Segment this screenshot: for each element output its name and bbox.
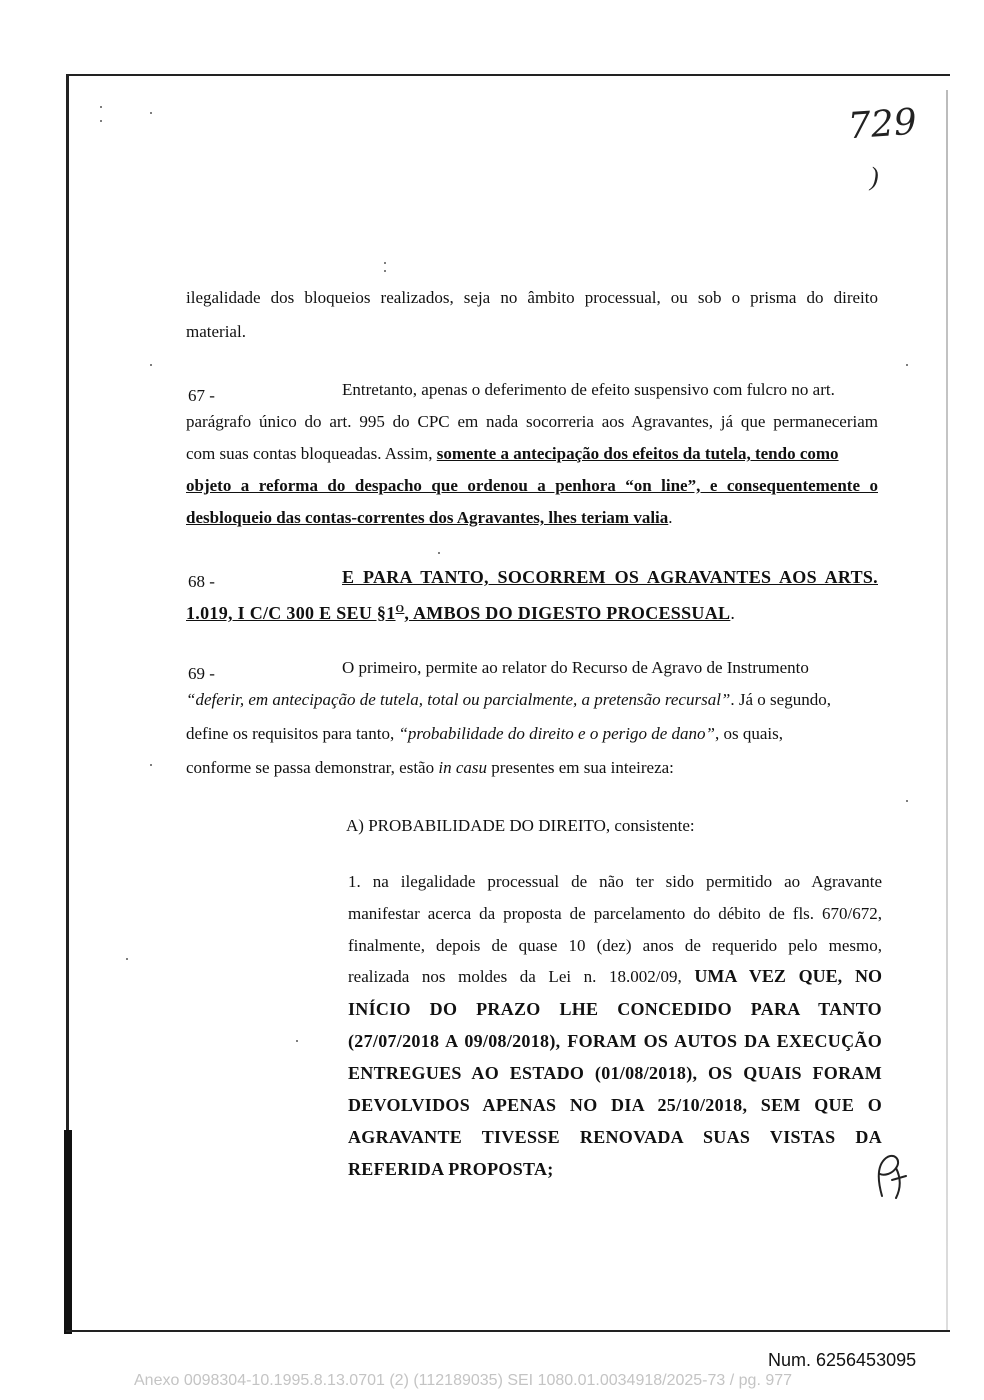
scan-speck bbox=[384, 270, 386, 272]
p69-line-3-b: , os quais, bbox=[715, 724, 783, 743]
p69-quote-2: “probabilidade do direito e o perigo de dano” bbox=[398, 724, 715, 743]
p67-line-3-plain: com suas contas bloqueadas. Assim, bbox=[186, 444, 433, 463]
annex-reference: Anexo 0098304-10.1995.8.13.0701 (2) (112189035) SEI 1080.01.0034918/2025-73 / pg. 977 bbox=[134, 1372, 793, 1389]
p69-line-4-a: conforme se passa demonstrar, estão bbox=[186, 758, 435, 777]
p68-superscript: O bbox=[395, 603, 405, 615]
paragraph-number-68: 68 - bbox=[188, 572, 215, 591]
page-border-top bbox=[68, 74, 950, 76]
item-1-line-10: REFERIDA PROPOSTA; bbox=[348, 1159, 554, 1179]
scan-speck bbox=[150, 364, 152, 366]
p69-in-casu: in casu bbox=[438, 758, 487, 777]
p68-line-2 bbox=[186, 598, 735, 624]
handwritten-page-number: 729 bbox=[846, 101, 919, 148]
p67-line-5-emphasis: desbloqueio das contas-correntes dos Agravantes, lhes teriam valia bbox=[186, 508, 669, 527]
item-1-line-9: AGRAVANTE TIVESSE RENOVADA SUAS VISTAS DA bbox=[348, 1127, 882, 1147]
p69-line-3-a: define os requisitos para tanto, bbox=[186, 724, 395, 743]
scan-speck bbox=[906, 800, 908, 802]
scan-speck bbox=[100, 106, 102, 108]
handwritten-initial-signature bbox=[872, 1146, 912, 1206]
item-1-line-4-plain: realizada nos moldes da Lei n. 18.002/09, bbox=[348, 967, 682, 986]
p68-line-1: E PARA TANTO, SOCORREM OS AGRAVANTES AOS ARTS. bbox=[342, 567, 878, 587]
item-1-line-6: (27/07/2018 A 09/08/2018), FORAM OS AUTOS DA EXECUÇÃO bbox=[348, 1031, 882, 1051]
p69-line-3 bbox=[186, 724, 783, 744]
scan-speck bbox=[384, 262, 386, 264]
paragraph-number-69: 69 - bbox=[188, 664, 215, 683]
item-1-line-4 bbox=[348, 966, 882, 987]
item-1-line-3: finalmente, depois de quase 10 (dez) anos de requerido pelo mesmo, bbox=[348, 936, 882, 955]
p69-line-1: O primeiro, permite ao relator do Recurso de Agravo de Instrumento bbox=[342, 658, 809, 677]
page-border-right bbox=[946, 90, 948, 1330]
page-border-left-shadow bbox=[64, 1130, 72, 1334]
p67-line-3-emphasis: somente a antecipação dos efeitos da tutela, tendo como bbox=[436, 444, 839, 463]
paragraph-number-67: 67 - bbox=[188, 386, 215, 405]
p69-line-4 bbox=[186, 758, 674, 778]
continuation-line-1: ilegalidade dos bloqueios realizados, seja no âmbito processual, ou sob o prisma do direito bbox=[186, 288, 878, 307]
p67-line-3 bbox=[186, 444, 839, 464]
p67-line-5 bbox=[186, 508, 673, 528]
document-number: Num. 6256453095 bbox=[768, 1350, 917, 1370]
scan-speck bbox=[906, 364, 908, 366]
scan-speck bbox=[438, 552, 440, 554]
p69-quote-1: “deferir, em antecipação de tutela, total ou parcialmente, a pretensão recursal” bbox=[186, 690, 731, 709]
item-1-line-5: INÍCIO DO PRAZO LHE CONCEDIDO PARA TANTO bbox=[348, 999, 882, 1019]
handwritten-mark: ) bbox=[870, 162, 879, 191]
p68-line-2-a: 1.019, I C/C 300 E SEU §1 bbox=[186, 603, 396, 623]
p69-line-4-b: presentes em sua inteireza: bbox=[491, 758, 674, 777]
page-border-bottom bbox=[66, 1330, 950, 1332]
scan-speck bbox=[100, 120, 102, 122]
scan-speck bbox=[150, 764, 152, 766]
scan-speck bbox=[296, 1040, 298, 1042]
p69-line-2 bbox=[186, 690, 831, 710]
p69-line-2-rest: . Já o segundo, bbox=[730, 690, 831, 709]
p67-line-2: parágrafo único do art. 995 do CPC em nada socorreria aos Agravantes, já que permaneceriam bbox=[186, 412, 878, 431]
item-1-line-8: DEVOLVIDOS APENAS NO DIA 25/10/2018, SEM QUE O bbox=[348, 1095, 882, 1115]
p67-line-4-emphasis: objeto a reforma do despacho que ordenou a penhora “on line”, e consequentemente o bbox=[186, 476, 878, 495]
p67-line-5-end: . bbox=[668, 508, 673, 527]
item-1-line-7: ENTREGUES AO ESTADO (01/08/2018), OS QUAIS FORAM bbox=[348, 1063, 882, 1083]
item-1-line-4-bold: UMA VEZ QUE, NO bbox=[694, 966, 883, 986]
p67-line-1: Entretanto, apenas o deferimento de efeito suspensivo com fulcro no art. bbox=[342, 380, 835, 399]
item-1-line-1: 1. na ilegalidade processual de não ter sido permitido ao Agravante bbox=[348, 872, 882, 891]
section-a-heading: A) PROBABILIDADE DO DIREITO, consistente: bbox=[346, 816, 695, 835]
scan-speck bbox=[150, 112, 152, 114]
p68-line-2-b: , AMBOS DO DIGESTO PROCESSUAL bbox=[404, 603, 731, 623]
p68-line-2-end: . bbox=[730, 603, 736, 623]
continuation-line-2: material. bbox=[186, 322, 246, 341]
item-1-line-2: manifestar acerca da proposta de parcelamento do débito de fls. 670/672, bbox=[348, 904, 882, 923]
scan-speck bbox=[126, 958, 128, 960]
